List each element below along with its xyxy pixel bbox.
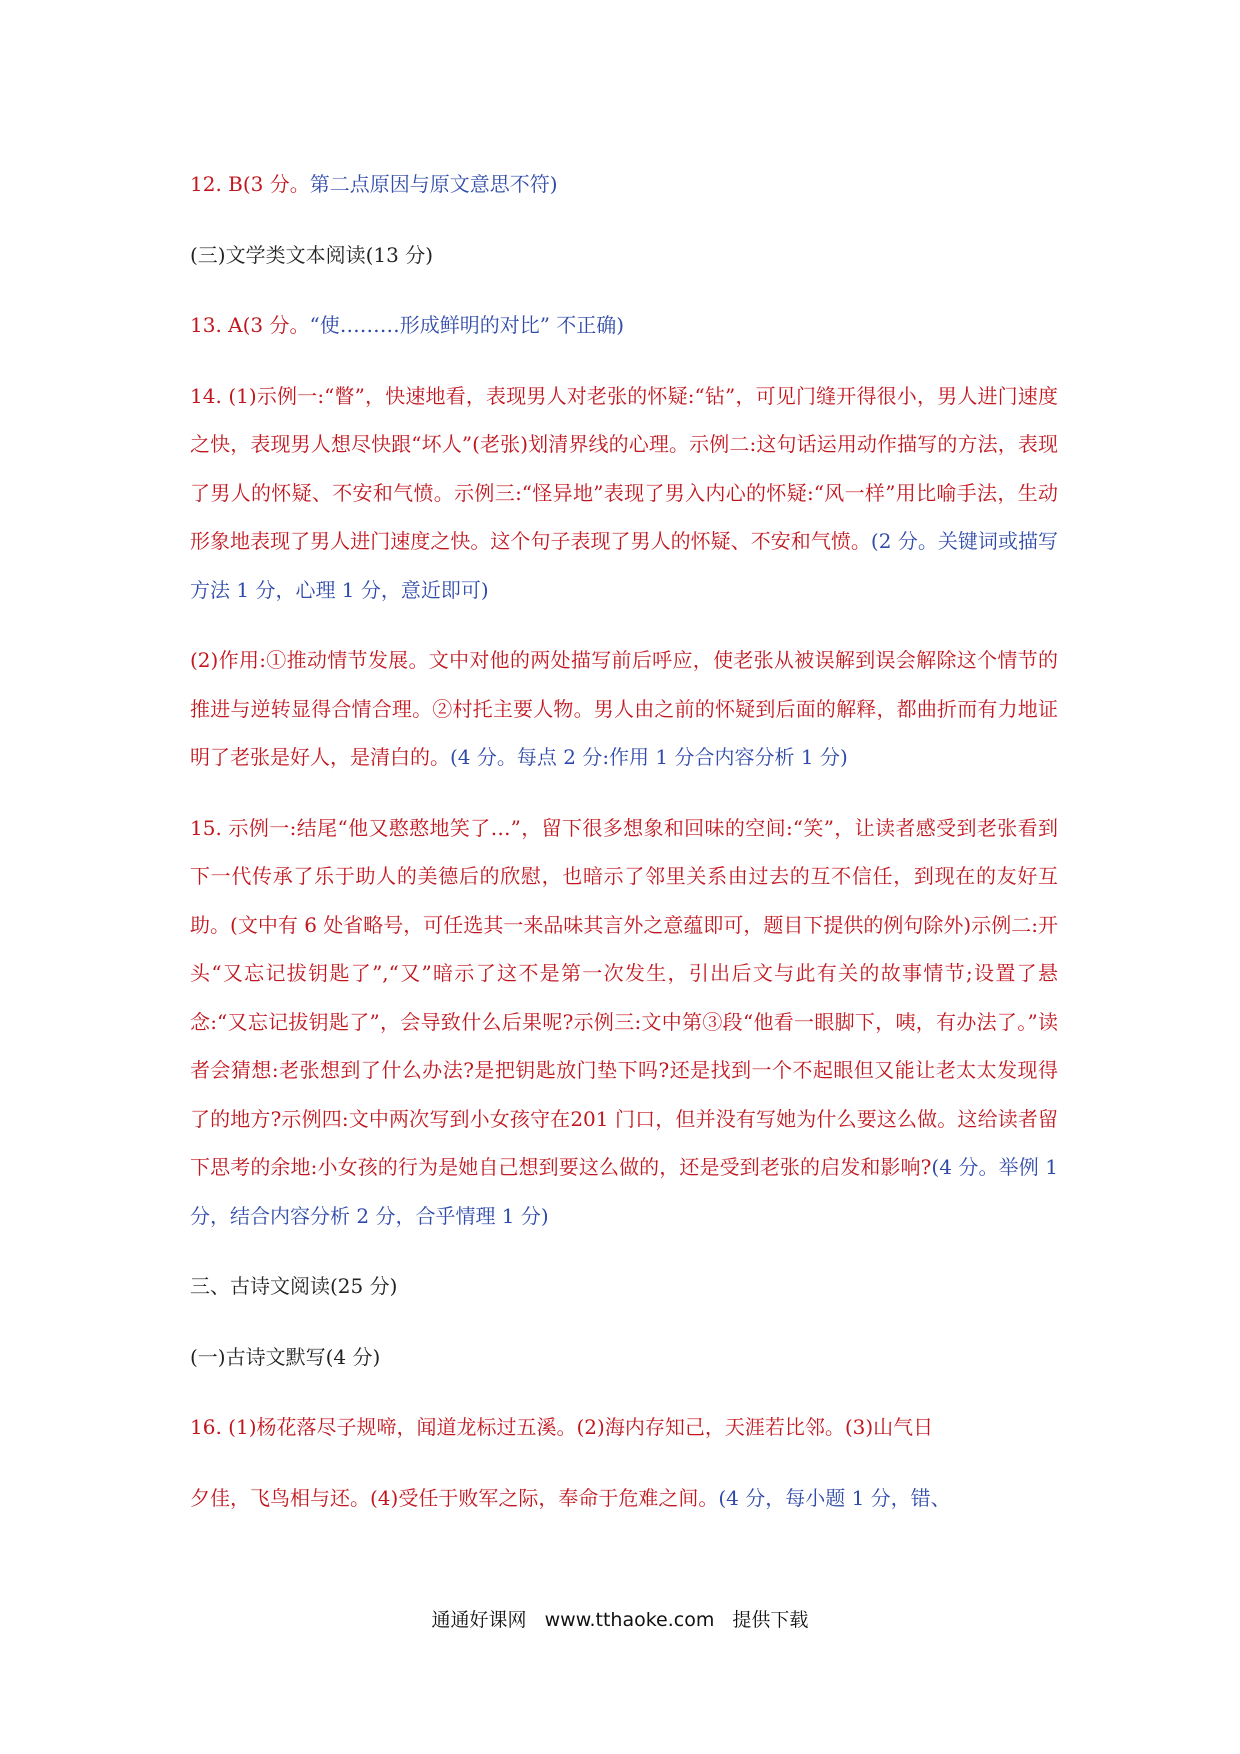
answer-q13: [190, 301, 1058, 350]
section-heading-text: (一)古诗文默写(4 分): [190, 1344, 381, 1369]
scoring-note: (4 分，每小题 1 分，错、: [718, 1485, 951, 1510]
page-footer: [0, 1605, 1240, 1632]
answer-q14-part2: [190, 636, 1058, 782]
answer-text: 16. (1)杨花落尽子规啼，闻道龙标过五溪。(2)海内存知己，天涯若比邻。(3)山气日: [190, 1415, 934, 1439]
answer-q14-part1: [190, 372, 1058, 615]
section-heading-classical-reading: [190, 1262, 1058, 1311]
section-heading-text: 三、古诗文阅读(25 分): [190, 1274, 398, 1298]
footer-note: 提供下载: [732, 1609, 809, 1631]
answer-content: [190, 160, 1058, 1522]
answer-text: 夕佳，飞鸟相与还。(4)受任于败军之际，奉命于危难之间。: [190, 1485, 719, 1510]
answer-text: 14. (1)示例一:“瞥”，快速地看，表现男人对老张的怀疑:“钻”，可见门缝开得很小，男人进门速度之快，表现男人想尽快跟“坏人”(老张)划清界线的心理。示例二:这句话运用动作描写的方法，表现了男人的怀疑、不安和气愤。示例三:“怪异地”表现了男入内心的怀疑:“风一样”用比喻手法，生动形象地表现了男人进门速度之快。这个句子表现了男人的怀疑、不安和气愤。: [190, 383, 1058, 553]
scoring-note: 第二点原因与原文意思不符): [309, 172, 558, 196]
section-heading-classical-dictation: [190, 1333, 1058, 1382]
answer-text: 15. 示例一:结尾“他又憨憨地笑了…”，留下很多想象和回味的空间:“笑”，让读者感受到老张看到下一代传承了乐于助人的美德后的欣慰，也暗示了邻里关系由过去的互不信任，到现在的友好互助。(文中有 6 处省略号，可任选其一来品味其言外之意蕴即可，题目下提供的例句除外)示例二:开头“又忘记拔钥匙了”,“又”暗示了这不是第一次发生，引出后文与此有关的故事情节;设置了悬念:“又忘记拔钥匙了”，会导致什么后果呢?示例三:文中第③段“他看一眼脚下，咦，有办法了。”读者会猜想:老张想到了什么办法?是把钥匙放门垫下吗?还是找到一个不起眼但又能让老太太发现得了的地方?示例四:文中两次写到小女孩守在201 门口，但并没有写她为什么要这么做。这给读者留下思考的余地:小女孩的行为是她自己想到要这么做的，还是受到老张的启发和影响?: [190, 815, 1058, 1179]
answer-q15: [190, 804, 1058, 1241]
scoring-note: “使………形成鲜明的对比” 不正确): [309, 313, 625, 337]
answer-text: (2)作用:①推动情节发展。文中对他的两处描写前后呼应，使老张从被误解到误会解除这个情节的推进与逆转显得合情合理。②村托主要人物。男人由之前的怀疑到后面的解释，都曲折而有力地证明了老张是好人，是清白的。: [190, 648, 1058, 769]
scoring-note: (4 分。每点 2 分:作用 1 分合内容分析 1 分): [450, 745, 848, 769]
answer-q16-line1: [190, 1403, 1058, 1452]
section-heading-literary-reading: [190, 231, 1058, 280]
footer-url[interactable]: www.tthaoke.com: [544, 1609, 715, 1631]
answer-text: 13. A(3 分。: [190, 313, 310, 337]
section-heading-text: (三)文学类文本阅读(13 分): [190, 242, 434, 267]
answer-q12: [190, 160, 1058, 209]
footer-site-name: 通通好课网: [431, 1609, 527, 1631]
scoring-note: (2 分。关键词或描写方法 1 分，心理 1 分，意近即可): [190, 529, 1059, 602]
answer-text: 12. B(3 分。: [190, 172, 310, 196]
scoring-note: (4 分。举例 1 分，结合内容分析 2 分，合乎情理 1 分): [190, 1155, 1058, 1228]
answer-q16-line2: [190, 1474, 1058, 1523]
